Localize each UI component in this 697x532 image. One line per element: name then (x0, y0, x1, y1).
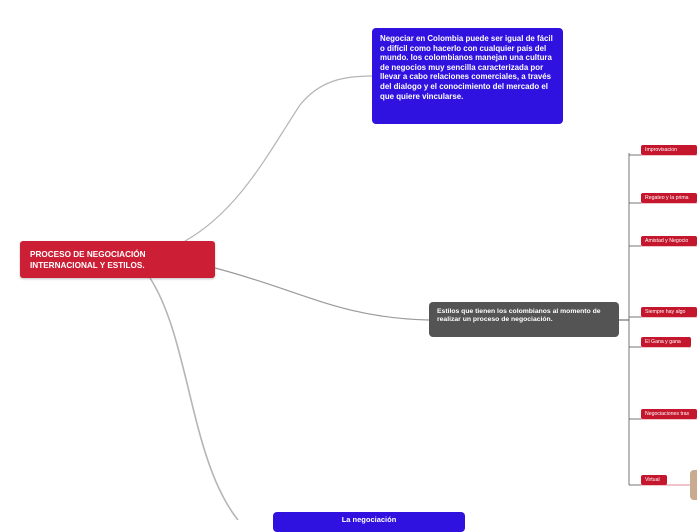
leaf-amistad[interactable] (641, 236, 697, 246)
root-topic[interactable] (20, 241, 215, 278)
styles-topic-label: Estilos que tienen los colombianos al momento de realizar un proceso de negociación. (437, 308, 601, 324)
leaf-improvisacion[interactable] (641, 145, 697, 155)
leaf-label: El Gana y gana (645, 339, 681, 345)
leaf-label: Regateo y la prima (645, 195, 689, 201)
bottom-topic-label: La negociación (341, 515, 397, 524)
connector-root-to-styles (215, 268, 429, 320)
connector-root-to-bottom (150, 278, 238, 520)
image-thumbnail[interactable] (690, 470, 697, 500)
leaf-label: Negociaciones tras (645, 411, 690, 417)
leaf-virtual[interactable] (641, 475, 667, 485)
bottom-topic[interactable] (273, 512, 465, 532)
leaf-label: Amistad y Negocio (645, 238, 689, 244)
leaf-regateo[interactable] (641, 193, 697, 203)
intro-topic-label: Negociar en Colombia puede ser igual de fácil o difícil como hacerlo con cualquier país del mundo. los colombianos manejan una cultura de negocios muy sencilla caracterizada por llevar a cabo relaciones comerciales, a través del dialogo y el conocimiento del mercado el que quiere vincularse. (380, 34, 553, 101)
connector-root-to-intro (185, 76, 372, 241)
leaf-label: Virtual (645, 477, 660, 483)
leaf-gana-y-gana[interactable] (641, 337, 691, 347)
intro-topic[interactable] (372, 28, 563, 124)
styles-topic[interactable] (429, 302, 619, 337)
leaf-negociaciones[interactable] (641, 409, 697, 419)
leaf-label: Improvisacion (645, 147, 678, 153)
root-topic-label: PROCESO DE NEGOCIACIÓN INTERNACIONAL Y ESTILOS. (30, 250, 146, 270)
leaf-label: Siempre hay algo (645, 309, 686, 315)
leaf-siempre[interactable] (641, 307, 697, 317)
